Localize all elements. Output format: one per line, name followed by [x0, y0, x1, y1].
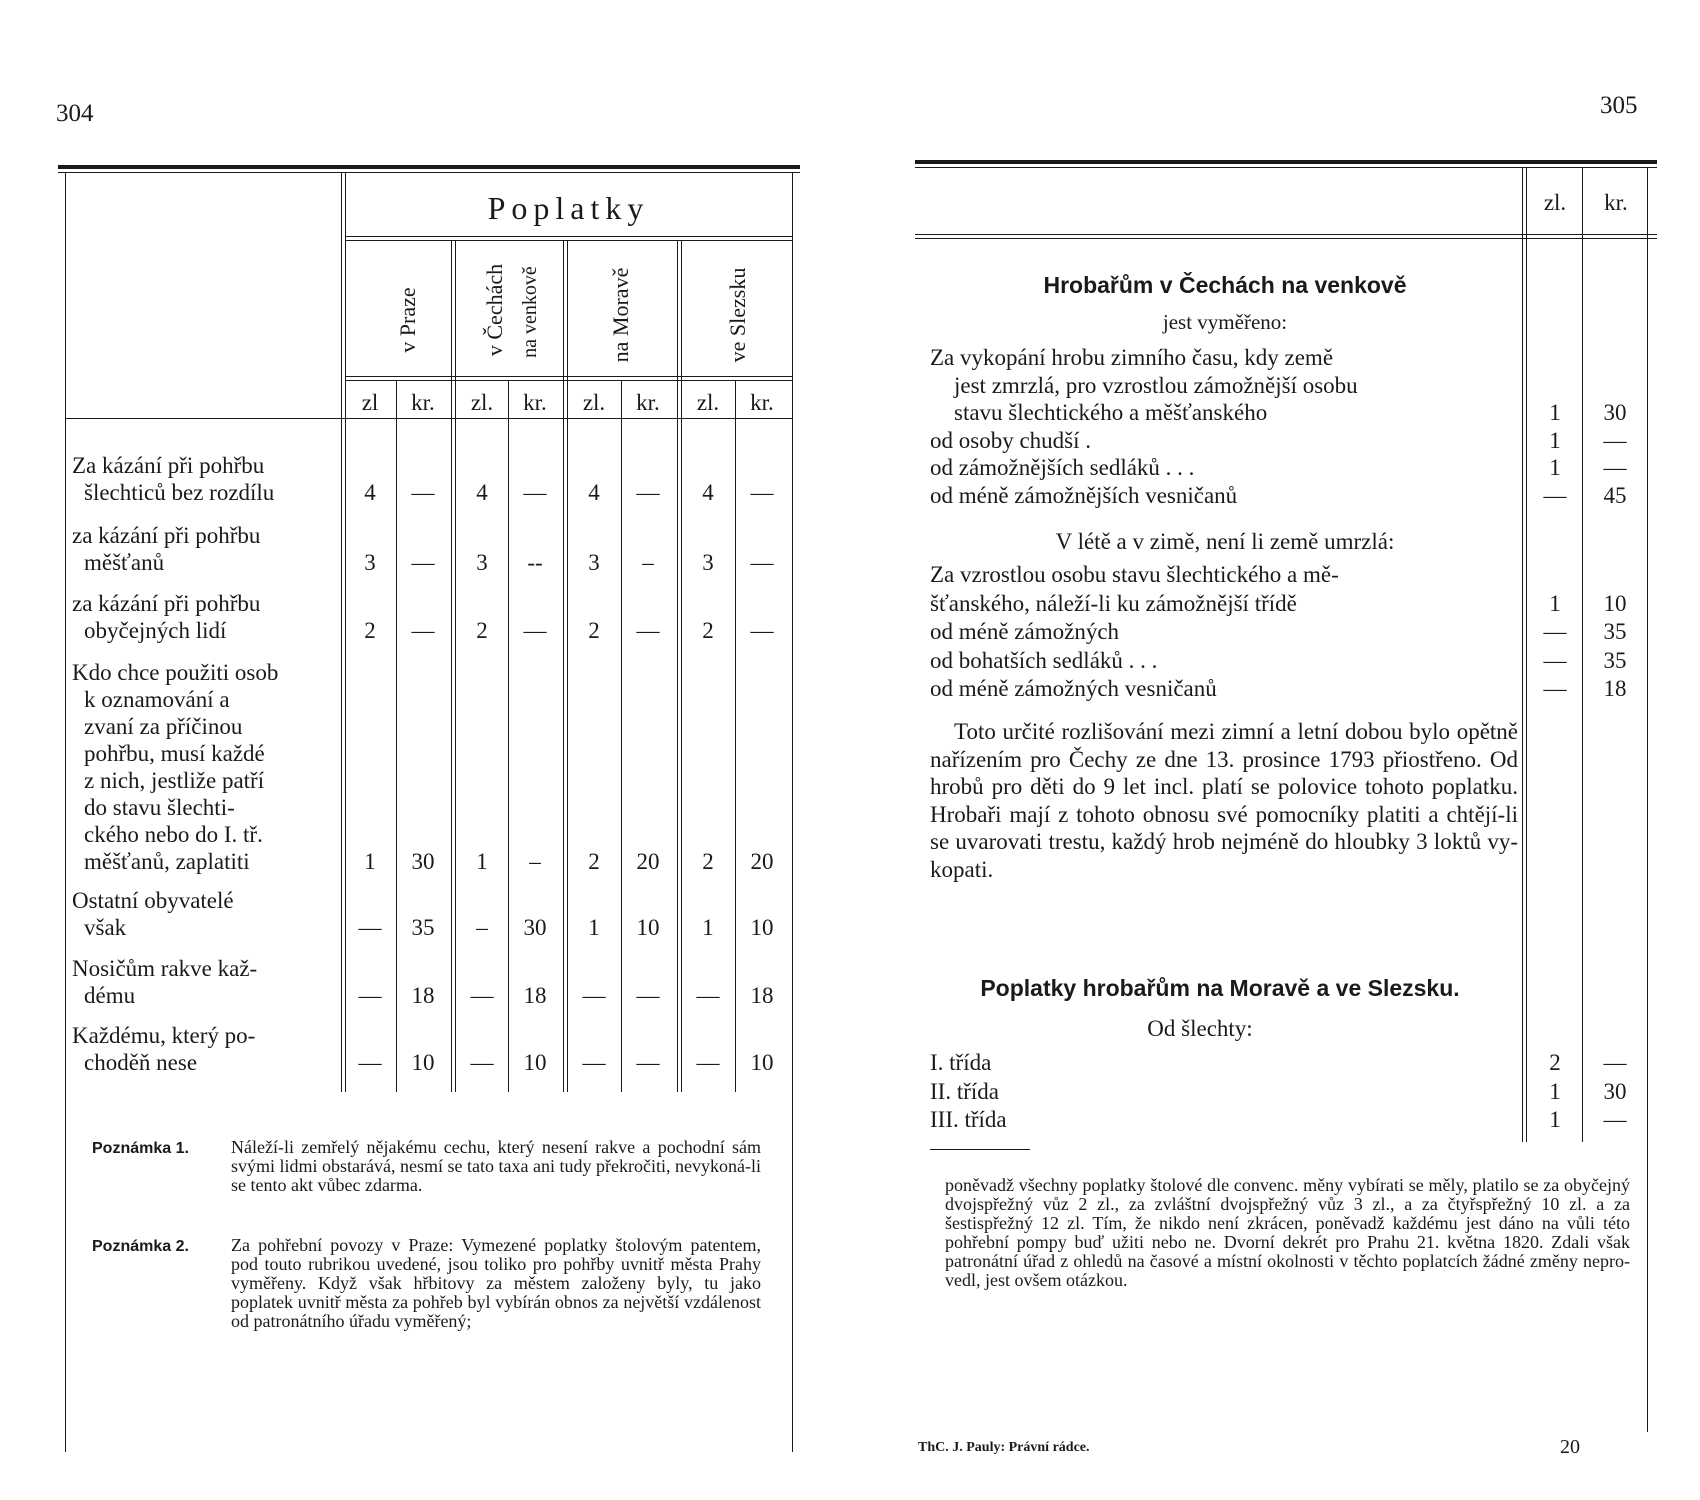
fee-value-cell: —	[582, 1050, 606, 1075]
row-description-line: však	[84, 915, 127, 940]
region-divider-1	[451, 240, 452, 1092]
fee-value-cell: 4	[588, 480, 600, 505]
note-1-text: Náleží-li zemřelý nějakému cechu, který nesení rakve a pochodní sám svými lidmi obstarává, nesmí se tato taxa ani tudy překročiti, nevykoná-li se tento akt vůbec zdarma.	[231, 1137, 761, 1195]
table-right-border	[792, 172, 793, 1452]
fee-zl-value: 1	[1549, 1078, 1561, 1104]
row-description-line: ckého nebo do I. tř.	[84, 822, 263, 847]
row-description-line: Kdo chce použiti osob	[72, 660, 279, 685]
fee-value-cell: 10	[750, 1050, 774, 1075]
fee-zl-value: —	[1543, 676, 1567, 701]
fee-zl-value: 1	[1549, 455, 1561, 480]
header-rule-2	[915, 238, 1657, 239]
unit-divider-3	[621, 380, 622, 1092]
fee-kr-value: —	[1603, 455, 1627, 480]
fee-value-cell: –	[476, 915, 488, 940]
fee-kr-value: 30	[1603, 1078, 1627, 1104]
regulation-paragraph: Toto určité rozlišování mezi zimní a letní dobou bylo opětně nařízením pro Čechy ze dne 13. prosince 1793 přiostřeno. Od hrobů pro děti do 9 let incl. platí se polovice tohoto poplatku. Hrobaři mají z tohoto obnosu své pomocníky platiti a chtějí-li se uvarovati trestu, každý hrob nejméně do hloubky 3 loktů vykopati.	[930, 719, 1518, 882]
fee-zl-value: —	[1543, 619, 1567, 644]
fee-value-cell: —	[523, 480, 547, 505]
unit-header: zl.	[582, 390, 606, 415]
fee-zl-value: 1	[1549, 400, 1561, 425]
fee-value-cell: —	[750, 480, 774, 505]
unit-header: kr.	[411, 390, 435, 415]
fee-item-text: od méně zámožnějších vesničanů	[930, 482, 1238, 508]
row-description	[72, 452, 334, 506]
fee-value-cell: —	[582, 983, 606, 1008]
section-heading-cechy: Hrobařům v Čechách na venkově	[1043, 272, 1407, 298]
fee-value-cell: 10	[636, 915, 660, 940]
region-cechy-sub: na venkově	[519, 266, 541, 358]
fee-item-text: od bohatších sedláků . . .	[930, 647, 1158, 673]
row-description-line: měšťanů, zaplatiti	[84, 849, 250, 874]
row-description-line: za kázání při pohřbu	[72, 523, 261, 548]
fee-value-cell: —	[750, 618, 774, 643]
col-zl-header: zl.	[1543, 190, 1567, 215]
fee-value-cell: 2	[588, 849, 600, 874]
fee-value-cell: 18	[750, 983, 774, 1008]
fee-zl-value: 1	[1549, 590, 1561, 616]
fee-value-cell: 2	[364, 618, 376, 643]
fee-kr-value: 35	[1603, 647, 1627, 673]
note-2-label: Poznámka 2.	[92, 1238, 189, 1255]
table-top-rule	[58, 165, 800, 169]
fee-value-cell: 30	[411, 849, 435, 874]
fee-value-cell: 30	[523, 915, 547, 940]
row-description-line: k oznamování a	[84, 687, 230, 712]
fee-kr-value: 10	[1603, 590, 1627, 616]
fee-value-cell: 10	[750, 915, 774, 940]
row-description-line: dému	[84, 983, 136, 1008]
footnote-rule	[930, 1149, 1030, 1150]
continuation-footnote: poněvadž všechny poplatky štolové dle convenc. měny vybírati se měly, platilo se za obyčejný dvojspřežný vůz 2 zl., za zvláštní dvojspřežný vůz 3 zl., a za čtyřspřežný 10 zl. a za šestispřežný 12 zl. Tím, že nikdo není zkrácen, poněvadž každému jest dáno na vůli této pohřební pompy buď užiti nebo ne. Dvorní dekrét pro Prahu 21. května 1820. Zdali však patronátní úřad z ohledů na časové a místní okolnosti v těchto poplatcích žádné změny neprovedl, jest ovšem otázkou.	[945, 1175, 1630, 1290]
fee-item-text: od méně zámožných	[930, 619, 1120, 644]
row-description	[72, 522, 334, 576]
unit-divider-2	[508, 380, 509, 1092]
fee-value-cell: 20	[750, 849, 774, 874]
row-description	[72, 887, 334, 941]
fee-value-cell: —	[358, 983, 382, 1008]
header-rule	[915, 234, 1657, 235]
row-description-line: obyčejných lidí	[84, 618, 227, 643]
unit-divider-1	[396, 380, 397, 1092]
fee-value-cell: 4	[364, 480, 376, 505]
nobility-subheading: Od šlechty:	[1147, 1016, 1253, 1041]
fee-value-cell: —	[358, 915, 382, 940]
header-bottom-rule	[65, 418, 792, 419]
fee-item-text: II. třída	[930, 1078, 999, 1104]
row-description-line: z nich, jestliže patří	[84, 768, 265, 793]
table-left-border	[65, 172, 66, 1452]
row-description-line: šlechticů bez rozdílu	[84, 480, 275, 505]
region-morava: na Moravě	[608, 267, 633, 363]
fee-kr-value: 35	[1603, 619, 1627, 644]
row-description	[72, 590, 334, 644]
region-divider-3b	[681, 240, 682, 1092]
fee-value-cell: 3	[588, 550, 600, 575]
fee-item-text: Za vzrostlou osobu stavu šlechtického a mě-	[930, 562, 1339, 587]
fee-kr-value: 30	[1603, 400, 1627, 425]
region-divider-1b	[455, 240, 456, 1092]
fee-value-cell: —	[523, 618, 547, 643]
fee-value-cell: —	[696, 983, 720, 1008]
fee-item-text: od zámožnějších sedláků . . .	[930, 455, 1195, 480]
table-top-rule	[915, 160, 1657, 164]
unit-header: kr.	[523, 390, 547, 415]
note-2-text: Za pohřební povozy v Praze: Vymezené poplatky štolovým patentem, pod touto rubrikou uvedené, jsou toliko pro pohřby uvnitř města Prahy vyměřeny. Když však hřbitovy za městem založeny byly, tu jako poplatek uvnitř města za pohřeb byl vybírán obnos za největší vzdálenost od patronátního úřadu vyměřený;	[231, 1235, 761, 1331]
fee-item-text: I. třída	[930, 1050, 992, 1075]
page-number-right: 305	[1600, 92, 1638, 119]
unit-header: zl	[361, 390, 379, 415]
fee-item-text: jest zmrzlá, pro vzrostlou zámožnější osobu	[954, 372, 1358, 398]
fee-item-text: od méně zámožných vesničanů	[930, 676, 1217, 701]
region-divider-3	[677, 240, 678, 1092]
fee-kr-value: 18	[1603, 676, 1627, 701]
fee-value-cell: —	[411, 550, 435, 575]
fee-value-cell: 1	[364, 849, 376, 874]
row-description-line: do stavu šlechti-	[84, 795, 235, 820]
page-number-left: 304	[56, 100, 94, 127]
fee-value-cell: 3	[476, 550, 488, 575]
fee-value-cell: 3	[364, 550, 376, 575]
region-praha: v Praze	[395, 287, 420, 353]
fee-item-text: Za vykopání hrobu zimního času, kdy země	[930, 345, 1334, 370]
fee-value-cell: —	[636, 1050, 660, 1075]
fee-value-cell: 4	[476, 480, 488, 505]
row-description-line: Každému, který po-	[72, 1023, 256, 1048]
fee-value-cell: 3	[702, 550, 714, 575]
fee-value-cell: 4	[702, 480, 714, 505]
row-description-line: Za kázání při pohřbu	[72, 453, 265, 478]
fee-zl-value: 1	[1549, 1107, 1561, 1132]
fee-value-cell: 10	[411, 1050, 435, 1075]
fee-value-cell: —	[470, 983, 494, 1008]
units-rule	[345, 376, 792, 377]
desc-col-border-2	[345, 172, 346, 1092]
table-top-rule-thin	[58, 172, 800, 173]
fee-value-cell: 18	[411, 983, 435, 1008]
fee-value-cell: –	[642, 550, 654, 575]
section-subheading: jest vyměřeno:	[1162, 310, 1288, 334]
row-description	[72, 955, 334, 1009]
fee-value-cell: 2	[702, 849, 714, 874]
row-description-line: pohřbu, musí každé	[84, 741, 265, 766]
fee-value-cell: —	[636, 983, 660, 1008]
unit-header: zl.	[696, 390, 720, 415]
right-page	[850, 0, 1700, 1500]
fee-value-cell: —	[358, 1050, 382, 1075]
fee-value-cell: —	[696, 1050, 720, 1075]
region-divider-2	[563, 240, 564, 1092]
fee-value-cell: 2	[702, 618, 714, 643]
fee-value-cell: 1	[588, 915, 600, 940]
table-right-border	[1647, 167, 1648, 1432]
fee-value-cell: —	[750, 550, 774, 575]
fee-value-cell: 1	[702, 915, 714, 940]
fee-item-text: od osoby chudší .	[930, 427, 1091, 453]
fee-item-text: III. třída	[930, 1107, 1007, 1132]
col-kr-header: kr.	[1604, 190, 1628, 215]
kr-col-border	[1582, 167, 1583, 1142]
units-rule-2	[345, 380, 792, 381]
fee-value-cell: 1	[476, 849, 488, 874]
fee-value-cell: —	[470, 1050, 494, 1075]
desc-col-border	[341, 172, 342, 1092]
fee-kr-value: —	[1603, 1107, 1627, 1132]
fee-item-text: šťanského, náleží-li ku zámožnější třídě	[930, 590, 1297, 616]
row-description-line: měšťanů	[84, 550, 165, 575]
fee-value-cell: —	[636, 618, 660, 643]
region-cechy: v Čechách	[482, 263, 507, 357]
fee-zl-value: 1	[1549, 427, 1561, 453]
fee-value-cell: –	[529, 849, 541, 874]
row-description-line: za kázání při pohřbu	[72, 591, 261, 616]
fee-item-text: stavu šlechtického a měšťanského	[954, 400, 1268, 425]
region-divider-2b	[567, 240, 568, 1092]
unit-divider-4	[735, 380, 736, 1092]
row-description	[72, 659, 334, 875]
fee-zl-value: —	[1543, 482, 1567, 508]
fee-value-cell: 10	[523, 1050, 547, 1075]
fee-value-cell: 35	[411, 915, 435, 940]
fee-value-cell: —	[636, 480, 660, 505]
fee-kr-value: —	[1603, 427, 1627, 453]
fee-value-cell: —	[411, 618, 435, 643]
fee-value-cell: 2	[476, 618, 488, 643]
fee-kr-value: 45	[1603, 482, 1627, 508]
row-description-line: zvaní za příčinou	[84, 714, 243, 739]
region-slezsko: ve Slezsku	[725, 267, 750, 363]
row-description-line: Nosičům rakve kaž-	[72, 956, 258, 981]
unit-header: kr.	[636, 390, 660, 415]
note-1-label: Poznámka 1.	[92, 1140, 189, 1157]
table-top-rule-thin	[915, 167, 1657, 168]
fee-kr-value: —	[1603, 1050, 1627, 1075]
summer-title: V létě a v zimě, není li země umrzlá:	[1055, 529, 1395, 554]
fee-zl-value: —	[1543, 647, 1567, 673]
row-description-line: Ostatní obyvatelé	[72, 888, 234, 913]
table-title: Poplatky	[487, 190, 650, 226]
unit-header: kr.	[750, 390, 774, 415]
fee-value-cell: 20	[636, 849, 660, 874]
row-description	[72, 1022, 334, 1076]
fee-zl-value: 2	[1549, 1050, 1561, 1075]
section-heading-morava: Poplatky hrobařům na Moravě a ve Slezsku.	[980, 975, 1460, 1001]
footer-author: ThC. J. Pauly: Právní rádce.	[918, 1440, 1090, 1455]
row-description-line: choděň nese	[84, 1050, 198, 1075]
signature-mark: 20	[1560, 1436, 1580, 1458]
unit-header: zl.	[470, 390, 494, 415]
fee-value-cell: --	[527, 550, 543, 575]
fee-value-cell: —	[411, 480, 435, 505]
fee-value-cell: 18	[523, 983, 547, 1008]
fee-value-cell: 2	[588, 618, 600, 643]
